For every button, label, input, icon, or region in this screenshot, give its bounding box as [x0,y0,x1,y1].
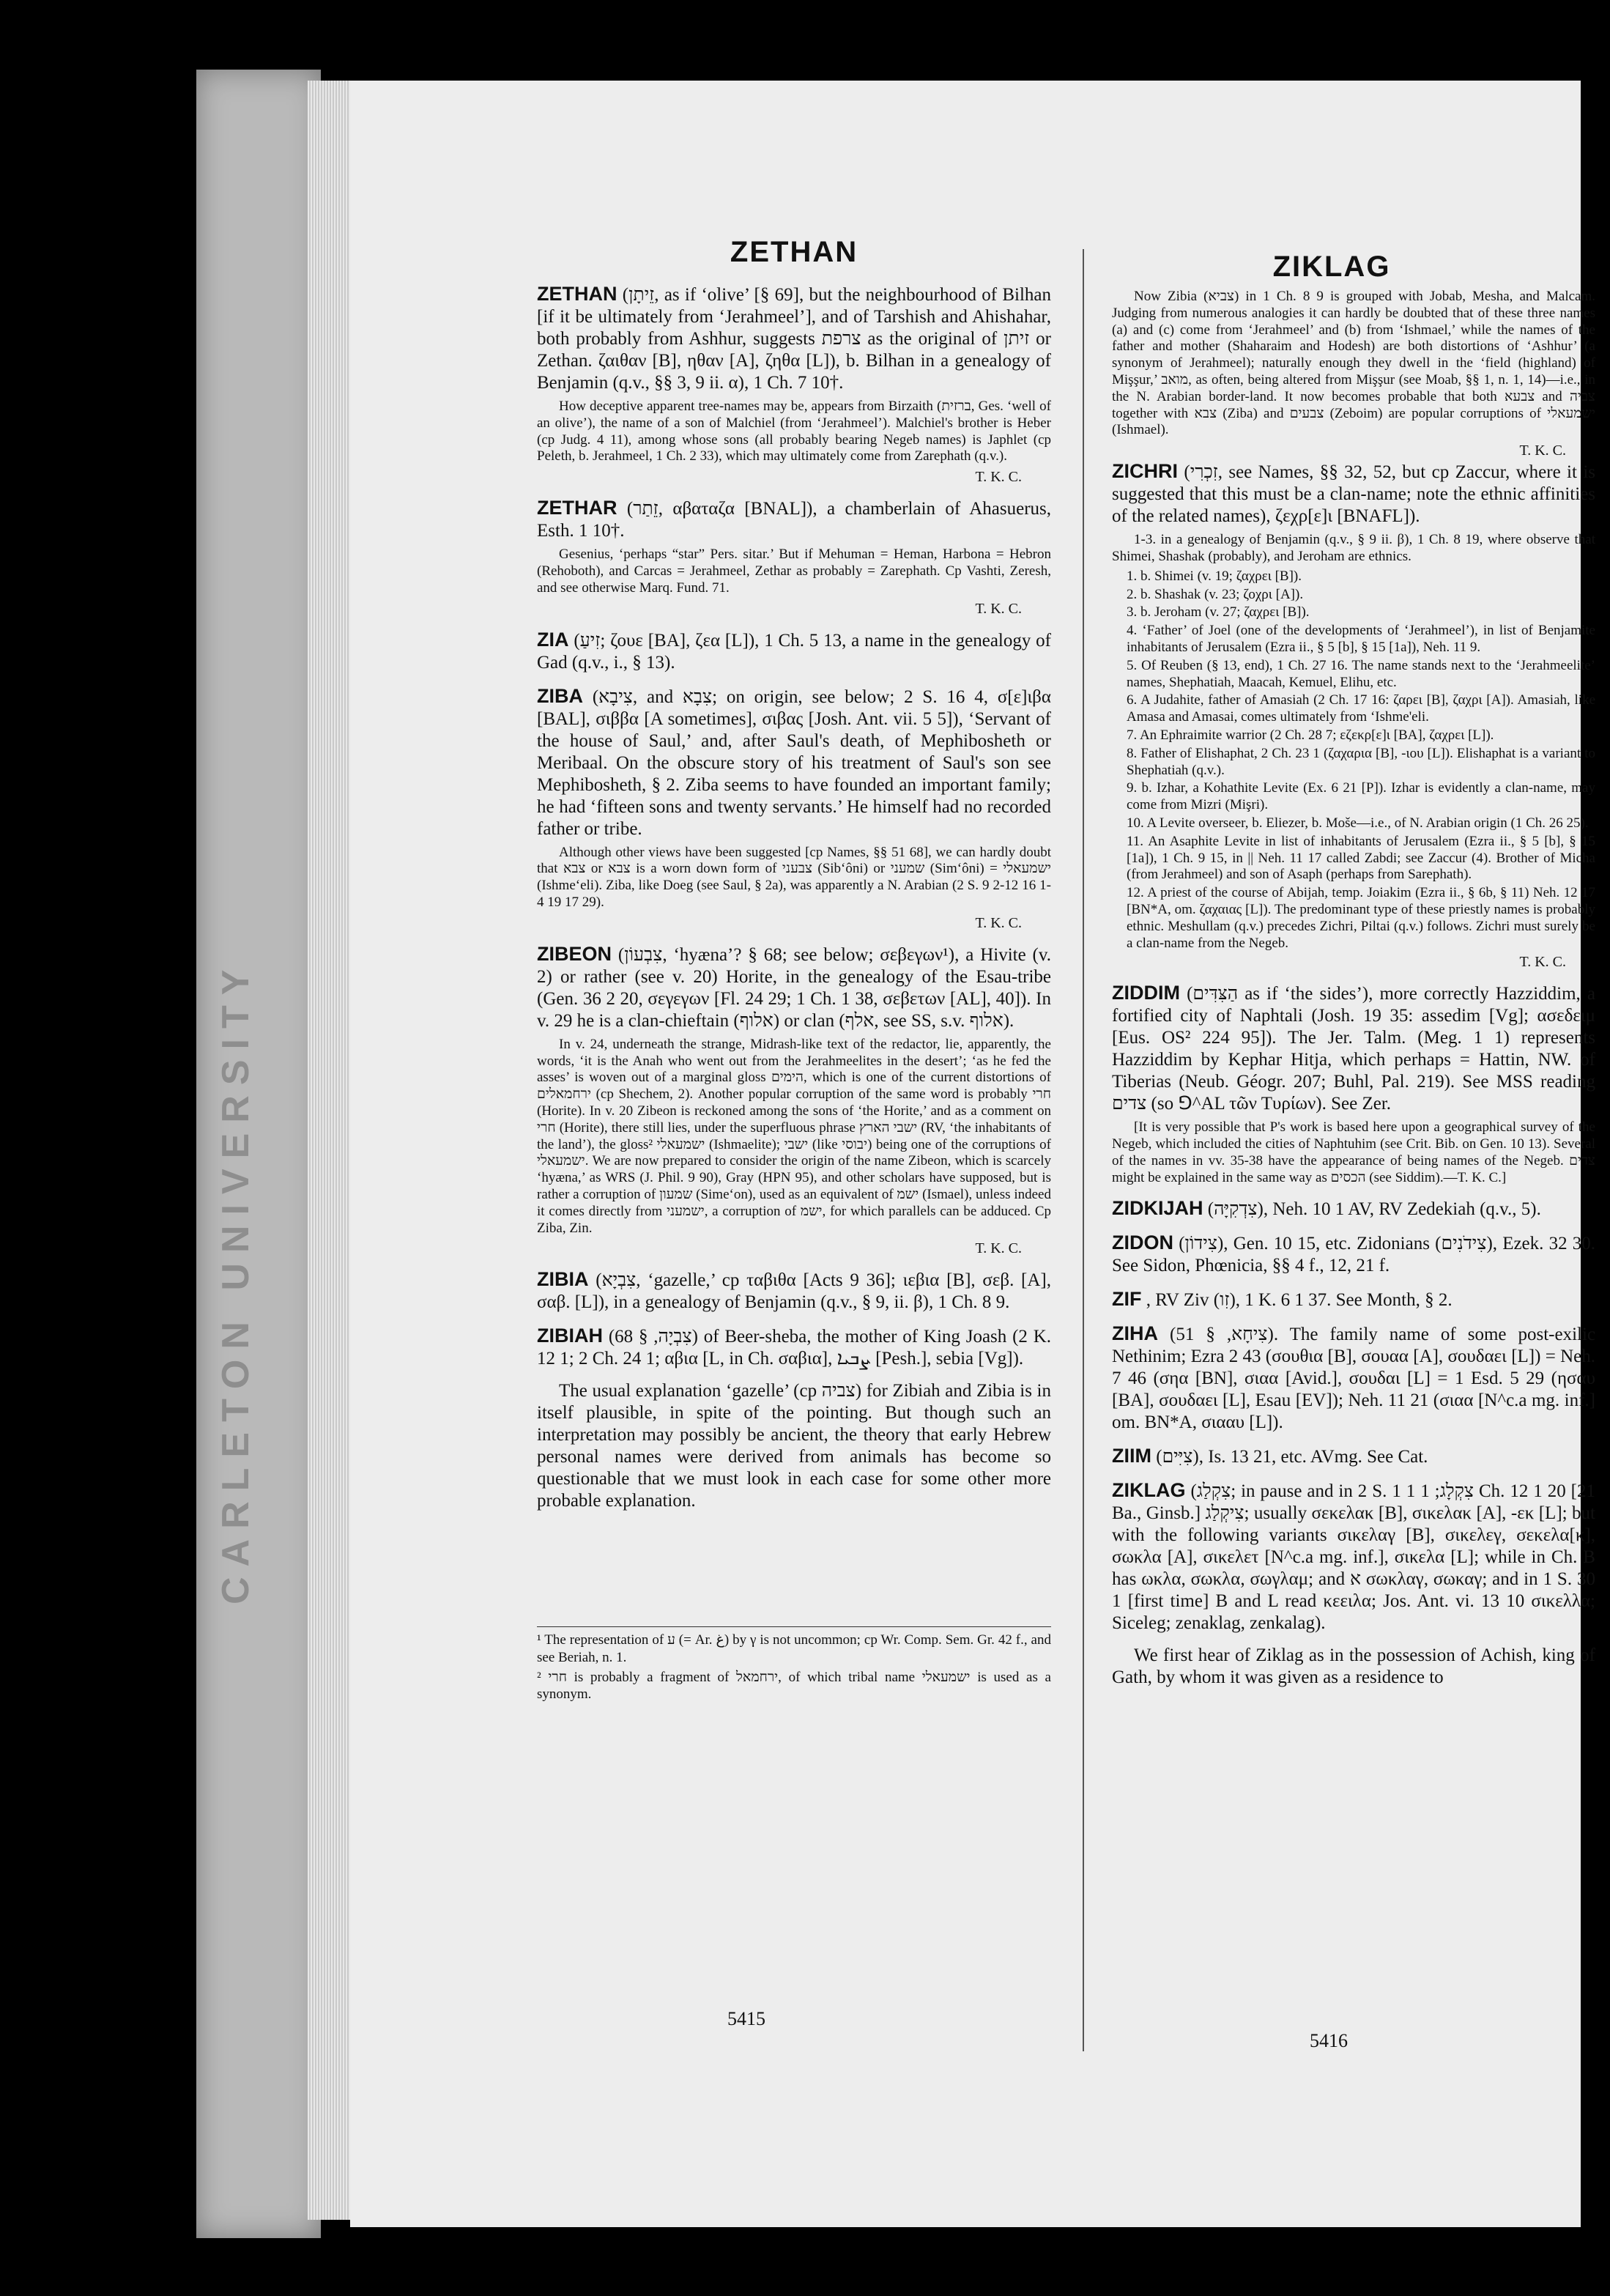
list-item: 2. b. Shashak (v. 23; ζοχρι [A]). [1127,586,1304,602]
entry-note [1112,1119,1595,1186]
entry-text: (צִקְלַג; in pause and in 2 S. 1 1 צִקְלָג; 1 Ch. 12 1 20 [21 Ba., Ginsb.] צִיקְלַג; usually σεκελακ [B], σικελακ [A], -εκ [L]; but with the following variants σικελαγ [B], σικελεγ, σεκελα[κ], σωκλα [A], σικελετ [N^c.a mg. inf.], σικελα [L]; while in Ch. B has ωκλα, σωκλα, σωγλαμ; and א σωκλαγ, σωκαγ; and in 1 S. 30 1 [first time] B and L read κεειλα; Jos. Ant. vi. 13 10 σικελλα; Siceleg; zenaklag, zenkalag). [1112,1481,1595,1634]
entry-note [537,1037,1051,1237]
entry-note-text: 1-3. in a genealogy of Benjamin (q.v., § 9 ii. β), 1 Ch. 8 19, where observe that Shimei, Shashak (probably), and Jeroham are ethnics. [1112,532,1595,564]
list-item: 5. Of Reuben (§ 13, end), 1 Ch. 27 16. The name stands next to the ‘Jerahmeelite’ names, Shephatiah, Maacah, Kemuel, Elihu, etc. [1127,657,1595,690]
list-item: 10. A Levite overseer, b. Eliezer, b. Moše—i.e., of N. Arabian origin (1 Ch. 26 25). [1127,815,1589,831]
entry-headword: ZIKLAG [1112,1479,1186,1502]
entry-headword: ZIBIAH [537,1325,603,1347]
dictionary-entry [537,1267,1051,1314]
entry-text: (צִיבָא, and צִבָא; on origin, see below; 2 S. 16 4, σ[ε]ιβα [BAL], σιββα [A sometimes], σιβας [Josh. Ant. vii. 5 5]), ‘Servant of the house of Saul,’ and, after Saul's death, of Mephibosheth or Meribaal. On the obscure story of his treatment of Saul's son see Mephibosheth, § 2. Ziba seems to have founded an important family; he had ‘fifteen sons and twenty servants.’ He himself had no recorded father or tribe. [537,686,1051,839]
footnote: ¹ The representation of ע (= Ar. غ) by γ is not uncommon; cp Wr. Comp. Sem. Gr. 42 f., and see Beriah, n. 1. [537,1632,1051,1665]
right-page-number: 5416 [1310,2030,1348,2051]
entry-text: (צִבְעוֹן, ‘hyæna’? § 68; see below; σεβεγων¹), a Hivite (v. 2) or rather (see v. 20) Horite, in the genealogy of the Esau-tribe (Gen. 36 2 20, σεγεγων [Fl. 24 29; 1 Ch. 1 38, σεβετων [AL], 40]). In v. 29 he is a clan-chieftain (אלוף) or clan (אלף, see SS, s.v. אלוף). [537,944,1052,1031]
entry-headword: ZICHRI [1112,460,1178,483]
signature: T. K. C. [975,469,1022,486]
dictionary-entry [537,496,1051,617]
right-closing-paragraph: We first hear of Ziklag as in the possession of Achish, king of Gath, by whom it was given as a residence to [1112,1645,1595,1688]
dictionary-entry [1112,981,1595,1186]
entry-headword: ZIBA [537,684,583,707]
list-item: 9. b. Izhar, a Kohathite Levite (Ex. 6 21 [P]). Izhar is evidently a clan-name, may come from Mizri (Mişri). [1127,780,1595,813]
entry-main [537,684,1051,840]
list-item: 1. b. Shimei (v. 19; ζαχρει [B]). [1127,568,1302,584]
dictionary-entry [537,1324,1051,1370]
column-rule [1083,249,1084,2051]
entry-note-text: [It is very possible that P's work is based here upon a geographical survey of the Negeb, which included the cities of Naphtuhim (see Crit. Bib. on Gen. 10 13). Several of the names in vv. 35-38 have the appearance of being names of the Negeb. צדים might be explained in the same way as הכסים (see Siddim).—T. K. C.] [1112,1119,1595,1185]
dictionary-entry [1112,1287,1595,1311]
entry-note [537,547,1051,596]
numbered-list [1127,569,1595,952]
entry-main [1112,981,1595,1115]
entry-headword: ZIHA [1112,1322,1158,1345]
signature: T. K. C. [975,600,1022,617]
entry-note-text: Although other views have been suggested [cp Names, §§ 51 68], we can hardly doubt that צבא or צבא is a worn down form of צבעני (Sib‘ôni) or שמעני (Sim‘ôni) = ישמעאלי (Ishme‘eli). Ziba, like Doeg (see Saul, § 2a), was apparently a N. Arabian (2 S. 9 2-12 16 1-4 19 17 29). [537,844,1051,910]
left-page-number: 5415 [727,2008,765,2029]
signature: T. K. C. [975,1240,1022,1257]
entry-text: , RV Ziv (זִו), 1 K. 6 1 37. See Month, § 2. [1146,1290,1453,1311]
entry-note-text: How deceptive apparent tree-names may be, appears from Birzaith (ברזית, Ges. ‘well of an olive’), the name of a son of Malchiel (from ‘Jerahmeel’). Malchiel's brother is Heber (cp Judg. 4 11), among whose sons (all probably bearing Negeb names) is Japhlet (cp Peleth, b. Jerahmeel, 1 Ch. 2 33), which may ultimately come from Zarephath (q.v.). [537,399,1051,464]
spine-stamp: CARLETON UNIVERSITY [215,959,257,1605]
entry-headword: ZETHAR [537,497,617,519]
entry-note-text: Gesenius, ‘perhaps “star” Pers. sitar.’ But if Mehuman = Heman, Harbona = Hebron (Rehoboth), and Carcas = Jerahmeel, Zethar as probably = Zarephath. Cp Vashti, Zeresh, and see otherwise Marq. Fund. 71. [537,547,1051,596]
page-edges [308,81,352,2220]
entry-text: (זֵיתָן, as if ‘olive’ [§ 69], but the neighbourhood of Bilhan [if it be ultimately from ‘Jerahmeel’], and of Tarshish and Ahishahar, both probably from Ashhur, suggests צרפת as the original of זיתן or Zethan. ζαιθαν [B], ηθαν [A], ζηθα [L]), b. Bilhan in a genealogy of Benjamin (q.v., §§ 3, 9 ii. α), 1 Ch. 7 10†. [537,285,1052,393]
dictionary-entry [537,628,1051,674]
entry-text: (צִיחָא, § 51). The family name of some post-exilic Nethinim; Ezra 2 43 (σουθια [B], σουαα [A], σουδαει [L]) = Neh. 7 46 (σηα [BN], σιαα [Avid.], σουδαι [L] = 1 Esd. 5 29 (ησαυ [BA], σουδαει [L], Esau [EV]); Neh. 11 21 (σιαα [N^c.a mg. inf.] om. BN*A, σιααυ [L]). [1112,1325,1596,1433]
entry-main [537,282,1051,394]
entry-text: (צִבְיָא, ‘gazelle,’ cp ταβιθα [Acts 9 36]; ιεβια [B], σεβ. [A], σαβ. [L]), in a genealogy of Benjamin (q.v., § 9, ii. β), 1 Ch. 8 9. [537,1270,1052,1313]
dictionary-entry [1112,1444,1595,1468]
entry-headword: ZIBEON [537,942,612,965]
dictionary-entry [537,942,1051,1258]
entry-headword: ZIDKIJAH [1112,1197,1203,1220]
signature: T. K. C. [1519,442,1566,459]
entry-note-text: In v. 24, underneath the strange, Midrash-like text of the redactor, lie, apparently, the words, ‘it is the Anah who went out from the Jerahmeelites in the desert’; ‘as he fed the asses’ is woven out of a marginal gloss הימים, which is one of the current distortions of ירחמאלים (cp Shechem, 2). Another popular corruption of the same word is probably חרי (Horite). In v. 20 Zibeon is reckoned among the sons of ‘the Horite,’ and as a comment on חרי (Horite), there still lies, under the superfluous phrase ישבי הארץ (RV, ‘the inhabitants of the land’), the gloss² ישמעאלי (Ishmaelite); ישבי (like יבוסי) being one of the corruptions of ישמעאלי. We are now prepared to consider the origin of the name Zibeon, which is scarcely ‘hyæna,’ as WRS (J. Phil. 9 90), Gray (HPN 95), and other scholars have supposed, but is rather a corruption of שמעון (Sime‘on), used as an equivalent of ישמ (Ismael), unless indeed it comes directly from ישמעני, a corruption of ישמ, for which parallels can be adduced. Cp Ziba, Zin. [537,1036,1052,1236]
list-item: 8. Father of Elishaphat, 2 Ch. 23 1 (ζαχαρια [B], -ιου [L]). Elishaphat is a variant to Shephatiah (q.v.). [1127,745,1595,778]
entry-note [1112,532,1595,566]
entry-headword: ZIDDIM [1112,982,1180,1004]
entry-text: (זִכְרִי, see Names, §§ 32, 52, but cp Zaccur, where it is suggested that this must be a clan-name; note the ethnic affinities of the related names), ζεχρ[ε]ι [BNAFL]). [1112,462,1595,527]
entry-headword: ZIIM [1112,1445,1151,1467]
left-entries [537,282,1051,1512]
entry-text: (הַצִּדִּים as if ‘the sides’), more correctly Hazziddim, a fortified city of Naphtali (Josh. 19 35: assedim [Vg]; ασεδειμ [Eus. OS² 224 95]). The Jer. Talm. (Meg. 1 1) represents Hazziddim by Kephar Hitja, which perhaps = Hattin, NW. of Tiberias (Neub. Géogr. 207; Buhl, Pal. 219). See MSS reading צדים (so ⅁^AL τῶν Τυρίων). See Zer. [1112,984,1596,1114]
entry-main [1112,1287,1595,1311]
list-item: 3. b. Jeroham (v. 27; ζαχρει [B]). [1127,604,1310,621]
entry-main [537,942,1051,1032]
list-item: 4. ‘Father’ of Joel (one of the developments of ‘Jerahmeel’), in list of Benjamite inhabitants of Jerusalem (Ezra ii., § 5 [b], § 15 [1a]), Neh. 11 9. [1127,623,1595,655]
right-intro [1112,289,1595,459]
entry-note [537,399,1051,465]
entry-main [537,1267,1051,1314]
entry-headword: ZIF [1112,1288,1142,1311]
dictionary-entry [1112,459,1595,971]
entry-text: (זֵתַר, αβαταζα [BNAL]), a chamberlain of Ahasuerus, Esth. 1 10†. [537,499,1052,541]
footnote: ² חרי is probably a fragment of ירחמאל, of which tribal name ישמעאלי is used as a synonym. [537,1669,1051,1703]
right-running-head: ZIKLAG [1272,251,1391,283]
entry-text: (זִיעַ; ζουε [BA], ζεα [L]), 1 Ch. 5 13, a name in the genealogy of Gad (q.v., i., § 13). [537,630,1052,673]
left-closing-paragraph: The usual explanation ‘gazelle’ (cp צביה) for Zibiah and Zibia is in itself plausible, in spite of the pointing. But though such an interpretation may possibly be ancient, the theory that early Hebrew personal names were derived from animals has become so questionable that we must look in each case for some other more probable explanation. [537,1381,1051,1511]
entry-main [1112,1196,1595,1221]
entry-text: (צִידוֹן), Gen. 10 15, etc. Zidonians (צִידֹנִים), Ezek. 32 30. See Sidon, Phœnicia, §§ 4 f., 12, 21 f. [1112,1234,1596,1276]
dictionary-entry [537,282,1051,486]
dictionary-entry [537,684,1051,932]
entry-text: (צִבְיָה, § 68) of Beer-sheba, the mother of King Joash (2 K. 12 1; 2 Ch. 24 1; αβια [L, in Ch. σαβια], ܨܒܝܐ [Pesh.], sebia [Vg]). [537,1327,1051,1369]
dictionary-entry [1112,1231,1595,1277]
entry-text: (צִיִּים), Is. 13 21, etc. AVmg. See Cat. [1156,1447,1428,1467]
list-item: 6. A Judahite, father of Amasiah (2 Ch. 17 16: ζαρει [B], ζαχρι [A]). Amasiah, like Amasa and Amasai, comes ultimately from ‘Ishme'eli. [1127,692,1595,725]
entry-main [1112,1478,1595,1634]
entry-headword: ZIA [537,628,569,651]
entry-main [1112,1231,1595,1277]
list-item: 7. An Ephraimite warrior (2 Ch. 28 7; εζεκρ[ε]ι [BA], ζαχρει [L]). [1127,727,1494,743]
dictionary-entry [1112,1196,1595,1221]
footnotes [537,1626,1051,1706]
entry-main [537,496,1051,542]
list-item: 12. A priest of the course of Abijah, temp. Joiakim (Ezra ii., § 6b, § 11) Neh. 12 17 [BN*A, om. ζαχαιας [L]). The predominant type of these priestly names is probably ethnic. Meshullam (q.v.) precedes Zichri, Piltai (q.v.) follows. Zichri must surely be a clan-name from the Negeb. [1127,885,1595,951]
dictionary-entry [1112,1478,1595,1634]
signature: T. K. C. [1519,954,1566,971]
list-item: 11. An Asaphite Levite in list of inhabitants of Jerusalem (Ezra ii., § 5 [b], § 15 [1a]), 1 Ch. 9 15, in || Neh. 11 17 called Zabdi; see Zaccur (4). Brother of Micha (from Jerahmeel) and son of Asaph (perhaps from Sarephath). [1127,833,1595,883]
book-page [350,81,1596,2227]
entry-text: (צִדְקִיָּה), Neh. 10 1 AV, RV Zedekiah (q.v., 5). [1207,1199,1541,1220]
signature: T. K. C. [975,914,1022,931]
entry-main [537,628,1051,674]
entry-main [1112,459,1595,527]
right-entries [1112,286,1595,1689]
left-running-head: ZETHAN [730,236,858,268]
entry-main [1112,1322,1595,1434]
entry-main [1112,1444,1595,1468]
entry-note [537,845,1051,911]
entry-headword: ZETHAN [537,283,617,305]
intro-paragraph: Now Zibia (צביא) in 1 Ch. 8 9 is grouped with Jobab, Mesha, and Malcam. Judging from numerous analogies it can hardly be doubted that of these three names (a) and (c) come from ‘Jerahmeel’ and (b) from ‘Ishmael,’ while the names of the father and mother (Shaharaim and Hodesh) are both distortions of ‘Ashhur’ (a synonym of Jerahmeel); naturally enough they dwell in the ‘field (highland) of Mişşur,’ מואב, as often, being altered from Mişşur (see Moab, §§ 1, n. 1, 14)—i.e., in the N. Arabian border-land. It now becomes probable that both צבעא and צביה together with צבא (Ziba) and צבעים (Zeboim) are popular corruptions of ישמעאלי (Ishmael). [1112,289,1596,438]
entry-main [537,1324,1051,1370]
dictionary-entry [1112,1322,1595,1434]
entry-headword: ZIDON [1112,1232,1173,1254]
entry-headword: ZIBIA [537,1268,589,1291]
